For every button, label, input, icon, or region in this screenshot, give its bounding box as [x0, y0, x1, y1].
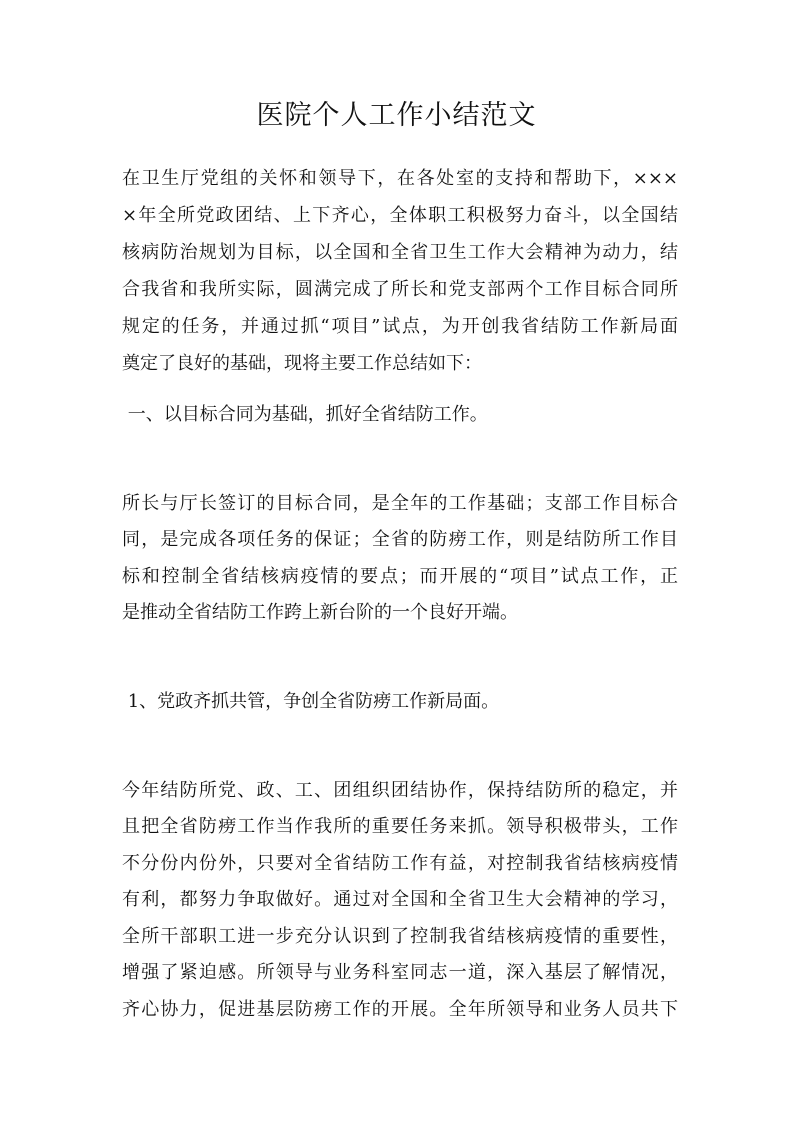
- section1-line: 标和控制全省结核病疫情的要点；而开展的“项目”试点工作，正: [122, 566, 678, 587]
- section-heading: 一、以目标合同为基础，抓好全省结防工作。: [122, 404, 488, 425]
- subsection1-line: 齐心协力，促进基层防痨工作的开展。全年所领导和业务人员共下: [122, 999, 678, 1020]
- section1-line: 是推动全省结防工作跨上新台阶的一个良好开端。: [122, 602, 518, 623]
- intro-line: 奠定了良好的基础，现将主要工作总结如下：: [122, 353, 482, 374]
- subsection1-line: 且把全省防痨工作当作我所的重要任务来抓。领导积极带头，工作: [122, 816, 678, 837]
- subsection1-line: 增强了紧迫感。所领导与业务科室同志一道，深入基层了解情况，: [122, 962, 678, 983]
- intro-line: 核病防治规划为目标，以全国和全省卫生工作大会精神为动力，结: [122, 242, 678, 263]
- document-title: 医院个人工作小结范文: [256, 100, 537, 131]
- subsection1-line: 不分份内份外，只要对全省结防工作有益，对控制我省结核病疫情: [122, 853, 678, 874]
- subsection-heading: 1、党政齐抓共管，争创全省防痨工作新局面。: [122, 691, 500, 712]
- intro-line: ×年全所党政团结、上下齐心，全体职工积极努力奋斗，以全国结: [122, 205, 678, 226]
- subsection1-line: 有利，都努力争取做好。通过对全国和全省卫生大会精神的学习，: [122, 889, 678, 910]
- intro-line: 在卫生厅党组的关怀和领导下，在各处室的支持和帮助下，×××: [122, 168, 678, 189]
- section1-line: 所长与厅长签订的目标合同，是全年的工作基础；支部工作目标合: [122, 493, 678, 514]
- intro-line: 合我省和我所实际，圆满完成了所长和党支部两个工作目标合同所: [122, 279, 678, 300]
- intro-line: 规定的任务，并通过抓“项目”试点，为开创我省结防工作新局面: [122, 316, 678, 337]
- subsection1-line: 今年结防所党、政、工、团组织团结协作，保持结防所的稳定，并: [122, 780, 678, 801]
- subsection1-line: 全所干部职工进一步充分认识到了控制我省结核病疫情的重要性，: [122, 926, 678, 947]
- section1-line: 同，是完成各项任务的保证；全省的防痨工作，则是结防所工作目: [122, 529, 678, 550]
